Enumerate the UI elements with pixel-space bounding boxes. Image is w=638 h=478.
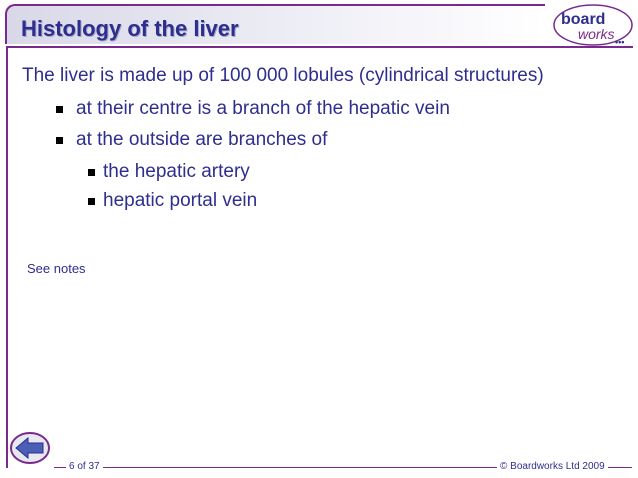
logo-dots: •••	[615, 37, 625, 47]
see-notes-text: See notes	[27, 261, 86, 276]
bullet-item	[56, 98, 450, 120]
square-bullet-icon	[56, 137, 63, 144]
back-arrow-icon	[10, 432, 50, 464]
title-band	[5, 4, 545, 44]
bullet-text: at their centre is a branch of the hepatic vein	[76, 98, 450, 119]
square-bullet-icon	[88, 169, 95, 176]
page-indicator: 6 of 37	[66, 461, 103, 472]
logo-line2: works	[578, 26, 615, 42]
bullet-text: at the outside are branches of	[76, 129, 328, 150]
square-bullet-icon	[88, 198, 95, 205]
sub-bullet-item	[88, 190, 257, 212]
sub-bullet-text: the hepatic artery	[103, 161, 250, 182]
bullet-item	[56, 129, 327, 151]
slide-left-border	[6, 48, 8, 468]
boardworks-logo	[552, 3, 634, 47]
square-bullet-icon	[56, 106, 63, 113]
intro-text: The liver is made up of 100 000 lobules (cylindrical structures)	[22, 65, 544, 86]
slide-title: Histology of the liver	[21, 16, 239, 41]
title-underline	[6, 46, 633, 48]
logo-line1: board	[561, 11, 606, 28]
sub-bullet-text: hepatic portal vein	[103, 190, 258, 211]
sub-bullet-item	[88, 161, 250, 183]
back-button[interactable]	[10, 432, 50, 464]
copyright-text: © Boardworks Ltd 2009	[497, 461, 608, 472]
